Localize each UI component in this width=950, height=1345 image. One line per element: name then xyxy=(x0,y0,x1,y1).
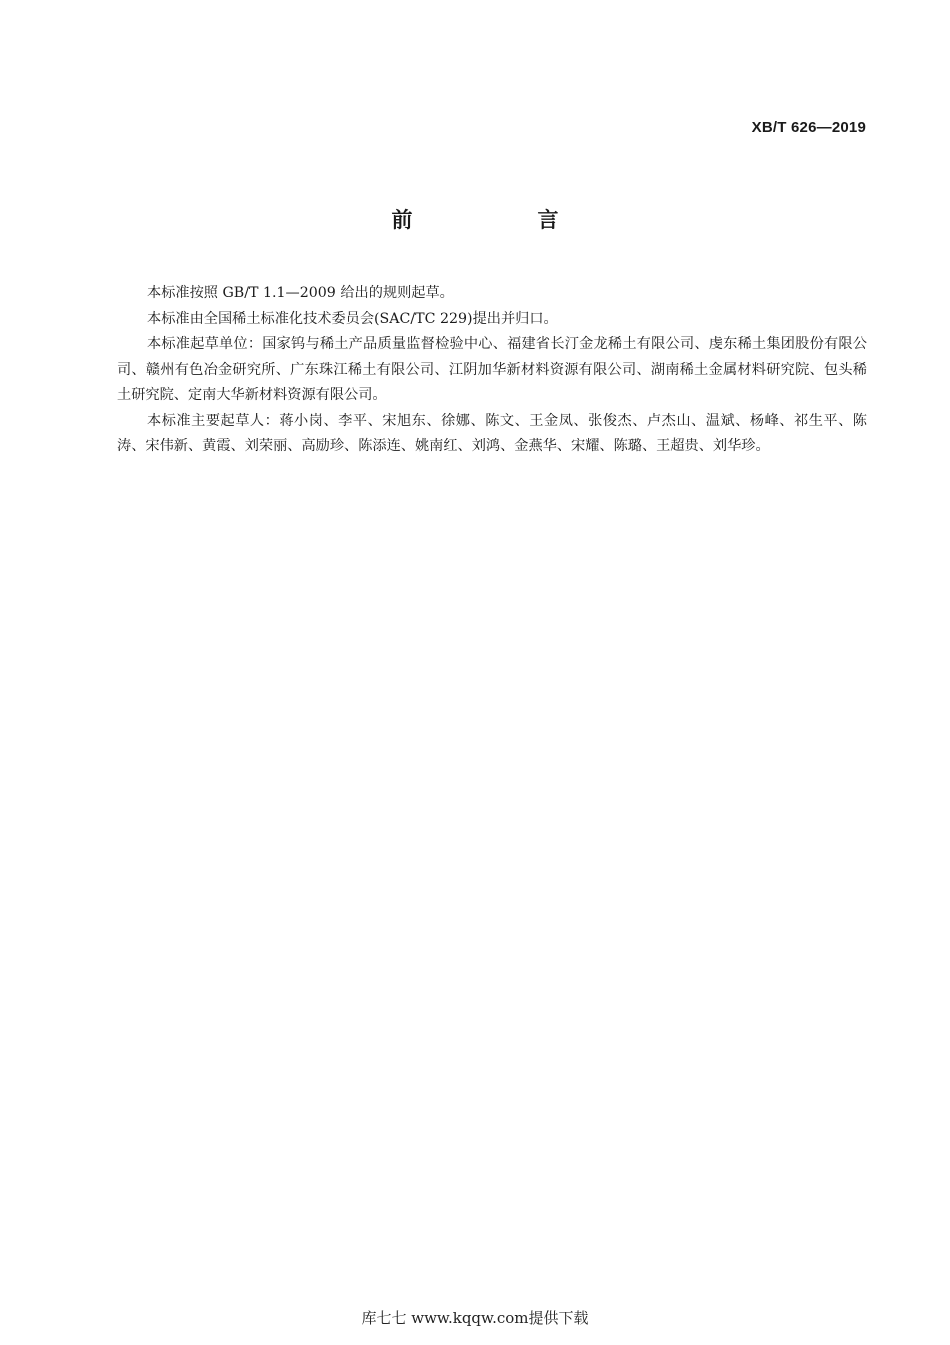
paragraph-drafting-units: 本标准起草单位：国家钨与稀土产品质量监督检验中心、福建省长汀金龙稀土有限公司、虔东稀土集团股份有限公司、赣州有色冶金研究所、广东珠江稀土有限公司、江阴加华新材料资源有限公司、湖南稀土金属材料研究院、包头稀土研究院、定南大华新材料资源有限公司。 xyxy=(117,336,867,403)
paragraph-proposer: 本标准由全国稀土标准化技术委员会(SAC/TC 229)提出并归口。 xyxy=(147,310,558,327)
paragraph-drafting-rules: 本标准按照 GB/T 1.1—2009 给出的规则起草。 xyxy=(147,285,454,301)
foreword-body xyxy=(117,281,867,460)
page-title: 前 言 xyxy=(391,208,611,232)
paragraph-main-drafters: 本标准主要起草人：蒋小岗、李平、宋旭东、徐娜、陈文、王金凤、张俊杰、卢杰山、温斌、杨峰、祁生平、陈涛、宋伟新、黄霞、刘荣丽、高励珍、陈添连、姚南红、刘鸿、金燕华、宋耀、陈璐、王超贵、刘华珍。 xyxy=(117,412,867,454)
footer-watermark: 库七七 www.kqqw.com提供下载 xyxy=(361,1309,589,1327)
standard-code: XB/T 626—2019 xyxy=(751,119,866,136)
